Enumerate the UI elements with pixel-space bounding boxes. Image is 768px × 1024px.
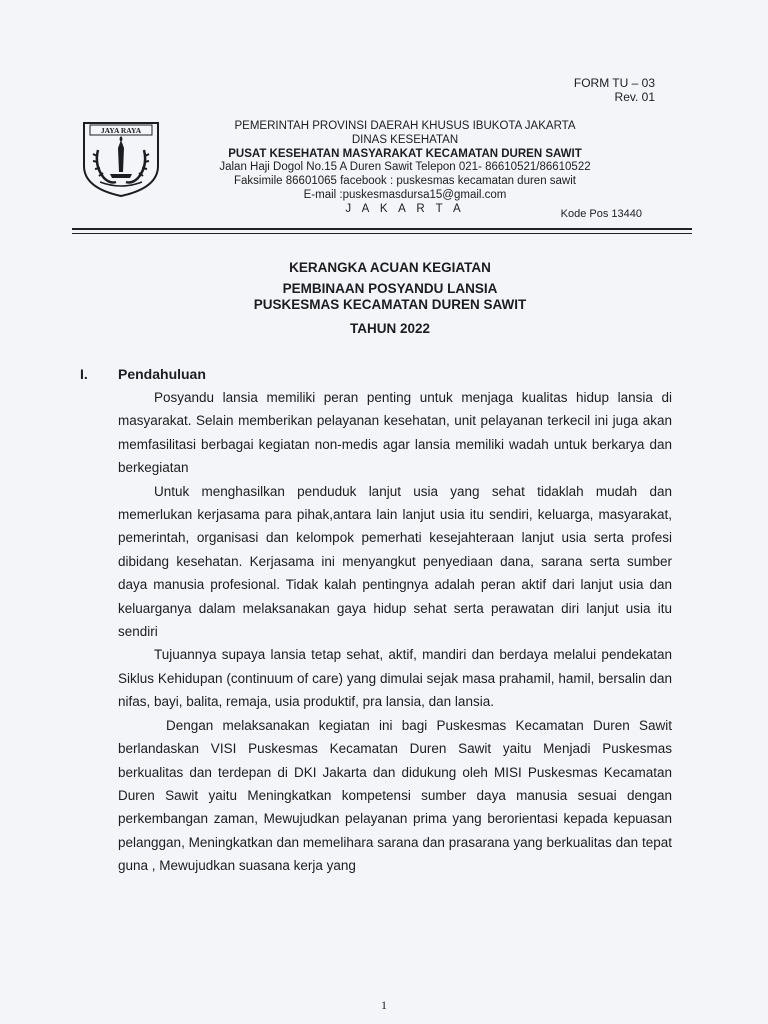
paragraph: Dengan melaksanakan kegiatan ini bagi Puskesmas Kecamatan Duren Sawit berlandaskan VISI Puskesmas Kecamatan Duren Sawit yaitu Menjadi Puskesmas berkualitas dan terdepan di DKI Jakarta dan didukung oleh MISI Puskesmas Kecamatan Duren Sawit yaitu Meningkatkan kompetensi sumber daya manusia sesuai dengan perkembangan zaman, Mewujudkan pelayanan prima yang berorientasi kepada kepuasan pelanggan, Meningkatkan dan memelihara sarana dan prasarana yang berkualitas dan tepat guna , Mewujudkan suasana kerja yang bbox=[118, 717, 672, 874]
section-heading bbox=[80, 366, 206, 382]
letterhead-email: E-mail :puskesmasdursa15@gmail.com bbox=[303, 188, 507, 201]
paragraph: Tujuannya supaya lansia tetap sehat, aktif, mandiri dan berdaya melalui pendekatan Siklus Kehidupan (continuum of care) yang dimulai sejak masa prahamil, hamil, bersalin dan nifas, bayi, balita, remaja, usia produktif, pra lansia, dan lansia. bbox=[118, 647, 672, 710]
letterhead-city: J A K A R T A bbox=[345, 202, 465, 215]
letterhead bbox=[170, 120, 640, 217]
title-line-1: KERANGKA ACUAN KEGIATAN bbox=[289, 260, 491, 275]
header-divider-thin bbox=[72, 233, 692, 234]
letterhead-fax: Faksimile 86601065 facebook : puskesmas kecamatan duren sawit bbox=[234, 175, 576, 188]
letterhead-department: DINAS KESEHATAN bbox=[351, 133, 459, 146]
form-code-block bbox=[574, 76, 655, 104]
section-number: I. bbox=[80, 366, 88, 382]
jaya-raya-logo bbox=[80, 120, 162, 198]
paragraph: Untuk menghasilkan penduduk lanjut usia yang sehat tidaklah mudah dan memerlukan kerjasama para pihak,antara lain lanjut usia itu sendiri, keluarga, masyarakat, pemerintah, organisasi dan kelompok pemerhati kesejahteraan lanjut usia serta profesi dibidang kesehatan. Kerjasama ini menyangkut penyediaan dana, sarana serta sumber daya manusia profesional. Tidak kalah pentingnya adalah peran aktif dari lanjut usia dan keluarganya dalam melaksanakan gaya hidup sehat serta perawatan diri lanjut usia itu sendiri bbox=[118, 483, 672, 640]
letterhead-government: PEMERINTAH PROVINSI DAERAH KHUSUS IBUKOTA JAKARTA bbox=[234, 120, 576, 132]
postcode: Kode Pos 13440 bbox=[560, 208, 642, 220]
document-title bbox=[80, 260, 700, 337]
form-revision: Rev. 01 bbox=[614, 90, 655, 104]
letterhead-institution: PUSAT KESEHATAN MASYARAKAT KECAMATAN DUREN SAWIT bbox=[228, 147, 582, 160]
page-number: 1 bbox=[381, 998, 387, 1012]
section-title: Pendahuluan bbox=[118, 366, 206, 382]
body-text bbox=[118, 386, 672, 878]
letterhead-address: Jalan Haji Dogol No.15 A Duren Sawit Telepon 021- 86610521/86610522 bbox=[219, 161, 591, 174]
title-line-4: TAHUN 2022 bbox=[349, 321, 431, 336]
title-line-3: PUSKESMAS KECAMATAN DUREN SAWIT bbox=[253, 297, 527, 312]
header-divider-thick bbox=[72, 228, 692, 230]
logo-text: JAYA RAYA bbox=[100, 126, 142, 135]
title-line-2: PEMBINAAN POSYANDU LANSIA bbox=[282, 281, 498, 296]
paragraph: Posyandu lansia memiliki peran penting untuk menjaga kualitas hidup lansia di masyarakat. Selain memberikan pelayanan kesehatan, unit pelayanan terkecil ini juga akan memfasilitasi berbagai kegiatan non-medis agar lansia memiliki wadah untuk berkarya dan berkegiatan bbox=[118, 390, 672, 476]
form-code: FORM TU – 03 bbox=[573, 76, 655, 90]
